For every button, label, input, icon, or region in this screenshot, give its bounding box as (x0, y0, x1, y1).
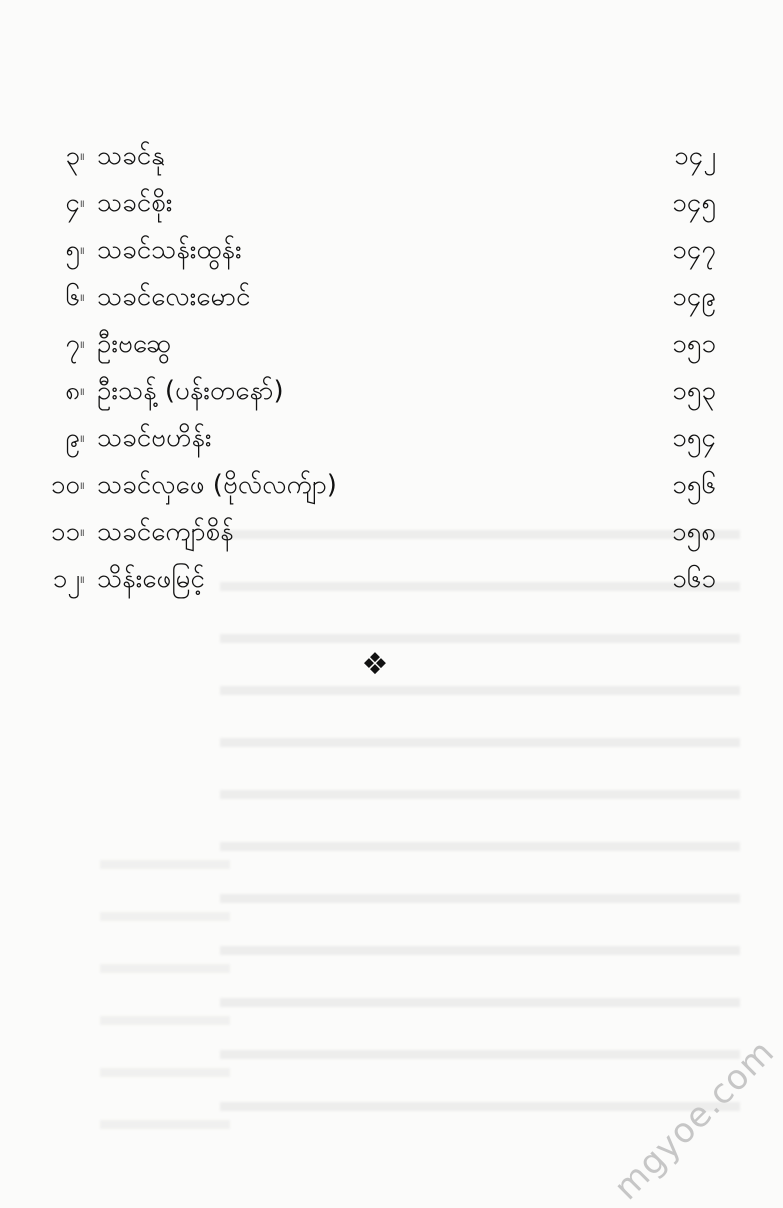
toc-entry-separator: ။ (80, 571, 84, 587)
bleed-through-texture-left (100, 830, 230, 1130)
toc-entry (0, 556, 750, 603)
toc-entry-separator: ။ (80, 242, 84, 258)
toc-entry (0, 368, 750, 415)
toc-entry-title: သခင်စိုး (97, 188, 173, 218)
toc-entry-title: သခင်သန်းထွန်း (97, 235, 242, 265)
four-diamond-ornament-icon: ❖ (361, 647, 389, 682)
toc-entry-title: သခင်လေးမောင် (97, 282, 251, 312)
toc-entry-separator: ။ (80, 383, 84, 399)
toc-entry-separator: ။ (80, 336, 84, 352)
toc-entry (0, 509, 750, 556)
toc-entry (0, 227, 750, 274)
toc-entry-page: ၁၅၆ (672, 470, 716, 500)
toc-entry-number: ၅ (65, 235, 80, 265)
toc-entry-number: ၁၂ (52, 564, 80, 594)
toc-entry-title: သခင်ဗဟိန်း (97, 423, 212, 453)
toc-entry-separator: ။ (80, 195, 84, 211)
toc-entry (0, 321, 750, 368)
toc-entry-page: ၁၄၇ (672, 235, 716, 265)
toc-entry-separator: ။ (80, 289, 84, 305)
toc-entry-separator: ။ (80, 477, 84, 493)
toc-entry-separator: ။ (80, 430, 84, 446)
toc-entry-number: ၆ (65, 282, 80, 312)
toc-entry-page: ၁၄၂ (673, 141, 716, 171)
toc-entry (0, 462, 750, 509)
toc-entry-title: သခင်လှဖေ (ဗိုလ်လက်ျာ) (97, 470, 337, 500)
toc-entry-number: ၁၀ (50, 470, 80, 500)
toc-entry-title: ဦးဗဆွေ (97, 329, 172, 359)
table-of-contents (0, 133, 750, 603)
toc-entry-number: ၉ (65, 423, 80, 453)
toc-entry (0, 274, 750, 321)
toc-entry-separator: ။ (80, 524, 84, 540)
toc-entry (0, 180, 750, 227)
toc-entry-title: သခင်နု (97, 141, 165, 171)
toc-entry (0, 415, 750, 462)
toc-entry-number: ၄ (65, 188, 80, 218)
toc-entry (0, 133, 750, 180)
toc-entry-page: ၁၄၉ (672, 282, 716, 312)
toc-entry-page: ၁၅၈ (671, 517, 716, 547)
toc-entry-page: ၁၄၅ (672, 188, 716, 218)
toc-entry-page: ၁၅၄ (672, 423, 716, 453)
watermark-text: mgyoe.com (606, 1031, 783, 1208)
toc-entry-number: ၃ (65, 141, 80, 171)
toc-entry-title: သခင်ကျော်စိန် (97, 517, 234, 547)
toc-entry-page: ၁၅၃ (672, 376, 716, 406)
toc-entry-page: ၁၆၁ (672, 564, 716, 594)
toc-entry-title: သိန်းဖေမြင့် (97, 564, 205, 594)
toc-entry-separator: ။ (80, 148, 84, 164)
toc-entry-title: ဦးသန့် (ပန်းတနော်) (97, 376, 284, 406)
toc-entry-number: ၇ (65, 329, 80, 359)
toc-entry-number: ၁၁ (50, 517, 80, 547)
toc-entry-page: ၁၅၁ (672, 329, 716, 359)
toc-entry-number: ၈ (65, 376, 80, 406)
